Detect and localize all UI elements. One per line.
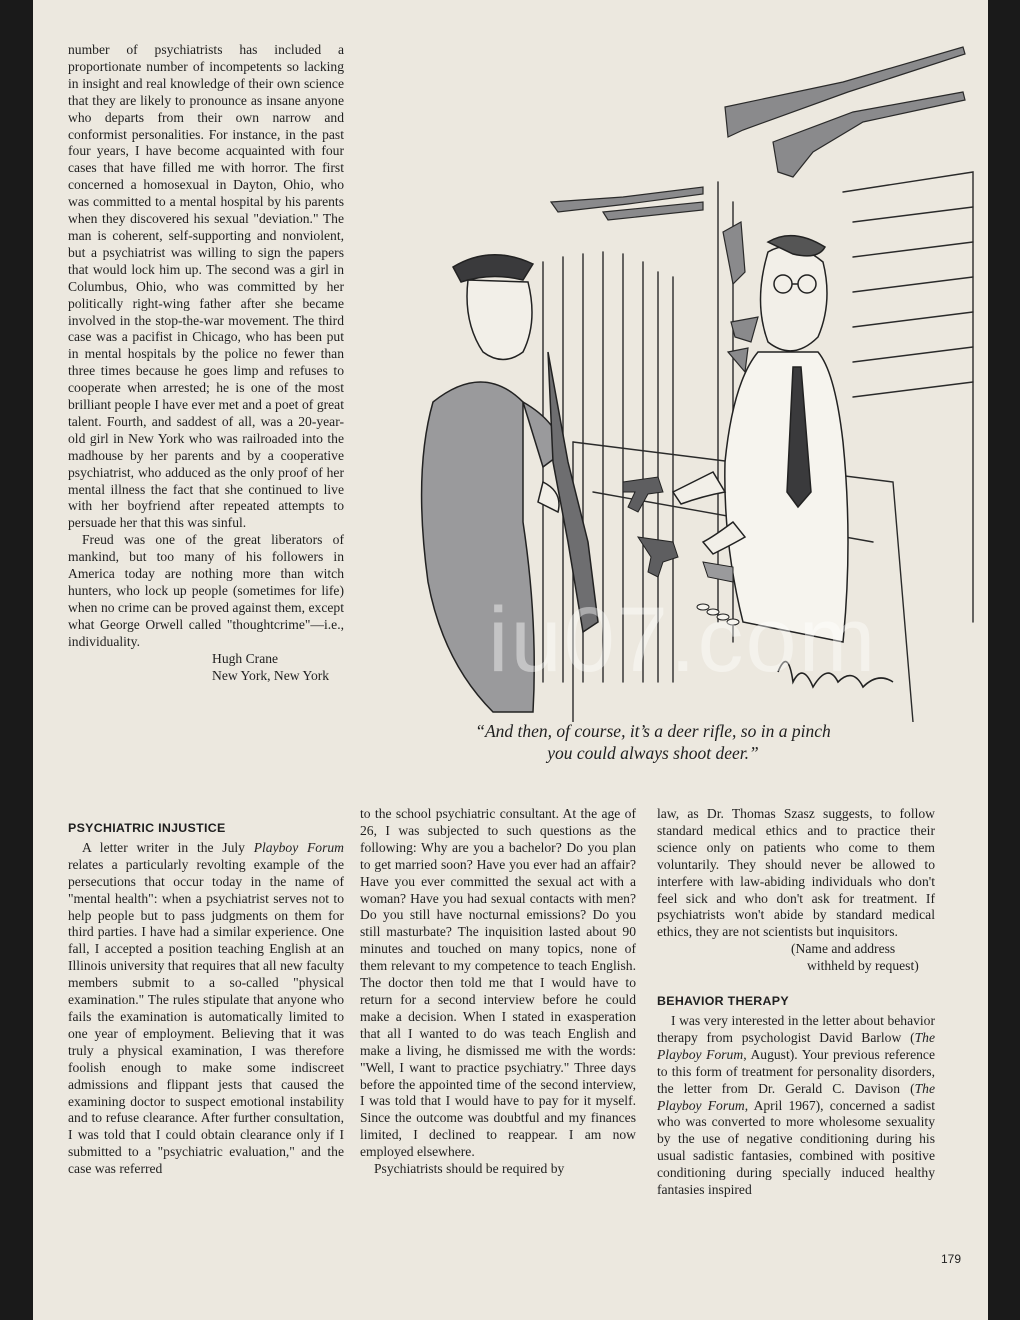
letter-paragraph: I was very interested in the letter about behavior therapy from psychologist David Barlow (The Playboy Forum, August). Your previous reference to this form of treatment for personality disorders, the letter from Dr. Gerald C. Davison (The Playboy Forum, April 1967), concerned a sadist who was converted to more wholesome sexuality by the use of negative conditioning during his usual sadistic fantasies, combined with positive conditioning during specially induced healthy fantasies inspired (657, 1012, 935, 1198)
letter-paragraph-continued: law, as Dr. Thomas Szasz suggests, to follow standard medical ethics and to practice their science only on patients who come to them voluntarily. They should never be allowed to interfere with law-abiding individuals who don't feel sick and who don't ask for treatment. If psychiatrists won't abide by standard medical ethics, they are not scientists but inquisitors. (657, 806, 935, 940)
magazine-page (33, 0, 988, 1320)
section-heading: BEHAVIOR THERAPY (657, 994, 789, 1009)
letter-paragraph: Psychiatrists should be required by (374, 1161, 565, 1177)
caption-line: you could always shoot deer.” (547, 743, 759, 763)
letter-paragraph: number of psychiatrists has included a proportionate number of incompetents so lacking in insight and real knowledge of their own science that they are likely to pronounce as insane anyone who departs from their own narrow and conformist personalities. For instance, in the past four years, I have become acquainted with four cases that have filled me with horror. The first concerned a homosexual in Dayton, Ohio, who was committed to a mental hospital by his parents when they discovered his sexual "deviation." The man is coherent, self-supporting and nonviolent, but a psychiatrist was willing to sign the papers that would lock him up. The second was a girl in Columbus, Ohio, who was committed by her politically right-wing father after she became involved in the stop-the-war movement. The third case was a pacifist in Chicago, who has been put in mental hospitals by the police no fewer than three times because he goes limp and refuses to cooperate when arrested; he is one of the most brilliant people I have ever met and a poet of great talent. Fourth, and saddest of all, was a 20-year-old girl in New York who was railroaded into the madhouse by her parents and by a cooperative psychiatrist, who adduced as the only proof of her mental illness the fact that she continued to live with her boyfriend after repeated attempts to persuade her that this was sinful. (68, 42, 344, 531)
letter-signature: (Name and address withheld by request) (791, 941, 919, 974)
watermark: iu07.com (488, 589, 878, 691)
letter-paragraph: Freud was one of the great liberators of mankind, but too many of his followers in America today are nothing more than witch hunters, who lock up people (sometimes for life) when no crime can be proved against them, except what George Orwell called "thoughtcrime"—i.e., individuality. (68, 532, 344, 649)
salesman-figure (673, 236, 848, 642)
article-column-3 (657, 806, 935, 1199)
caption-line: “And then, of course, it’s a deer rifle, so in a pinch (475, 721, 831, 741)
letter-continued-column (68, 42, 344, 684)
article-column-1 (68, 820, 344, 1178)
letter-paragraph: A letter writer in the July Playboy Forum relates a particularly revolting example of the persecutions that occur today in the name of "mental health": when a psychiatrist serves not to help people but to pass judgments on them for third parties. I have had a similar experience. One fall, I accepted a position teaching English at an Illinois university that requires that all new faculty members submit to a so-called "physical examination." The rules stipulate that anyone who fails the examination is automatically limited to one year of employment. Believing that it was truly a physical examination, I was therefore foolish enough to make some indiscreet admissions and flippant jests that caused the examining doctor to suspect emotional instability and to refuse clearance. After further consultation, I was told that I could obtain clearance only if I submitted to a "psychiatric evaluation," and the case was referred (68, 839, 344, 1177)
article-column-2 (360, 806, 636, 1178)
letter-paragraph-continued: to the school psychiatric consultant. At the age of 26, I was subjected to such questions as the following: Why are you a bachelor? Do you plan to get married soon? Have you ever had an affair? Have you ever committed the sexual act with a woman? Have you had sexual contacts with men? Do you still have nocturnal emissions? Do you still masturbate? The inquisition lasted about 90 minutes and touched on many topics, none of them relevant to my competence to teach English. The doctor then told me that I would have to return for a second interview before he could make a decision. When I stated in exasperation that all I wanted to do was teach English and make a living, he dismissed me with the words: "Well, I want to practice psychiatry." Three days before the appointed time of the second interview, I was told that I would have to pay for it myself. Since the outcome was doubtful and my finances limited, I declined to reappear. I am now employed elsewhere. (360, 806, 636, 1160)
cartoon-caption (373, 720, 933, 764)
page-number: 179 (941, 1252, 962, 1266)
letter-signature: Hugh Crane New York, New York (212, 650, 330, 683)
section-heading: PSYCHIATRIC INJUSTICE (68, 821, 226, 835)
